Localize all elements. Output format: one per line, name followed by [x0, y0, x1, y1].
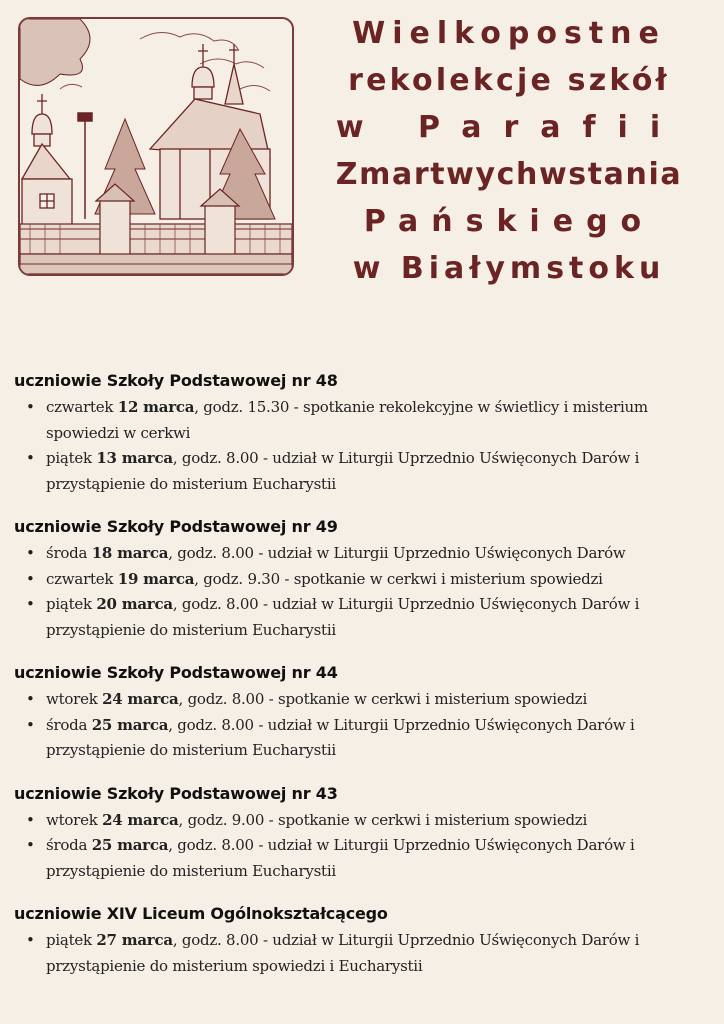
event-day: piątek	[46, 449, 92, 467]
event-date: 24 marca	[102, 690, 179, 708]
event-day: środa	[46, 544, 88, 562]
school-section	[14, 516, 714, 643]
event-details: , godz. 8.00 - udział w Liturgii Uprzednio Uświęconych Darów i przystąpienie do misterium Eucharystii	[46, 595, 640, 639]
event-day: wtorek	[46, 690, 98, 708]
event-item	[14, 713, 714, 764]
event-date: 12 marca	[117, 398, 195, 416]
section-heading: uczniowie Szkoły Podstawowej nr 43	[14, 783, 338, 803]
event-item	[14, 541, 714, 567]
section-heading: uczniowie Szkoły Podstawowej nr 49	[14, 517, 338, 536]
event-day: piątek	[46, 931, 92, 949]
event-details: , godz. 15.30 - spotkanie rekolekcyjne w świetlicy i misterium spowiedzi w cerkwi	[46, 398, 648, 442]
event-date: 13 marca	[96, 449, 173, 467]
event-day: środa	[46, 715, 88, 734]
event-item	[14, 928, 714, 979]
event-day: piątek	[46, 595, 92, 613]
event-day: wtorek	[46, 810, 98, 829]
event-details: , godz. 9.30 - spotkanie w cerkwi i misterium spowiedzi	[194, 569, 603, 588]
event-date: 27 marca	[96, 931, 173, 949]
event-list	[14, 808, 714, 885]
event-details: , godz. 9.00 - spotkanie w cerkwi i misterium spowiedzi	[178, 810, 587, 829]
page-title	[300, 10, 718, 292]
event-day: czwartek	[46, 569, 114, 588]
section-heading: uczniowie Szkoły Podstawowej nr 48	[14, 371, 338, 390]
title-line: rekolekcje szkół	[348, 63, 670, 98]
title-line: Zmartwychwstania	[335, 157, 683, 192]
event-details: , godz. 8.00 - udział w Liturgii Uprzednio Uświęconych Darów i przystąpienie do misterium Eucharystii	[46, 715, 635, 759]
schedule	[14, 370, 714, 998]
title-line: w Białymstoku	[352, 251, 666, 286]
event-day: czwartek	[46, 398, 114, 416]
event-item	[14, 592, 714, 643]
school-section	[14, 903, 714, 979]
church-illustration	[18, 17, 294, 276]
event-details: , godz. 8.00 - udział w Liturgii Uprzednio Uświęconych Darów i przystąpienie do misterium Eucharystii	[46, 449, 640, 493]
title-line: Pańskiego	[363, 204, 655, 239]
event-item	[14, 808, 714, 834]
event-date: 18 marca	[91, 544, 169, 562]
event-date: 20 marca	[96, 595, 173, 613]
event-list	[14, 687, 714, 764]
school-section	[14, 783, 714, 885]
section-heading: uczniowie XIV Liceum Ogólnokształcącego	[14, 904, 388, 923]
section-heading: uczniowie Szkoły Podstawowej nr 44	[14, 663, 338, 682]
event-details: , godz. 8.00 - udział w Liturgii Uprzednio Uświęconych Darów i przystąpienie do misterium Eucharystii	[46, 836, 635, 880]
event-item	[14, 446, 714, 497]
event-item	[14, 687, 714, 713]
event-list	[14, 541, 714, 643]
event-details: , godz. 8.00 - spotkanie w cerkwi i misterium spowiedzi	[178, 690, 587, 708]
event-date: 25 marca	[91, 715, 169, 734]
event-item	[14, 395, 714, 446]
event-list	[14, 395, 714, 497]
event-details: , godz. 8.00 - udział w Liturgii Uprzednio Uświęconych Darów	[168, 544, 626, 562]
school-section	[14, 662, 714, 764]
church-drawing-icon	[20, 19, 292, 274]
title-line: Wielkopostne	[352, 16, 666, 51]
event-details: , godz. 8.00 - udział w Liturgii Uprzednio Uświęconych Darów i przystąpienie do misterium spowiedzi i Eucharystii	[46, 931, 640, 975]
title-line	[300, 104, 718, 151]
title-line-text: w Parafii	[335, 110, 683, 145]
school-section	[14, 370, 714, 497]
event-list	[14, 928, 714, 979]
event-item	[14, 833, 714, 884]
event-day: środa	[46, 836, 88, 854]
event-date: 24 marca	[102, 810, 179, 829]
event-item	[14, 567, 714, 593]
event-date: 25 marca	[91, 836, 169, 854]
event-date: 19 marca	[117, 569, 195, 588]
